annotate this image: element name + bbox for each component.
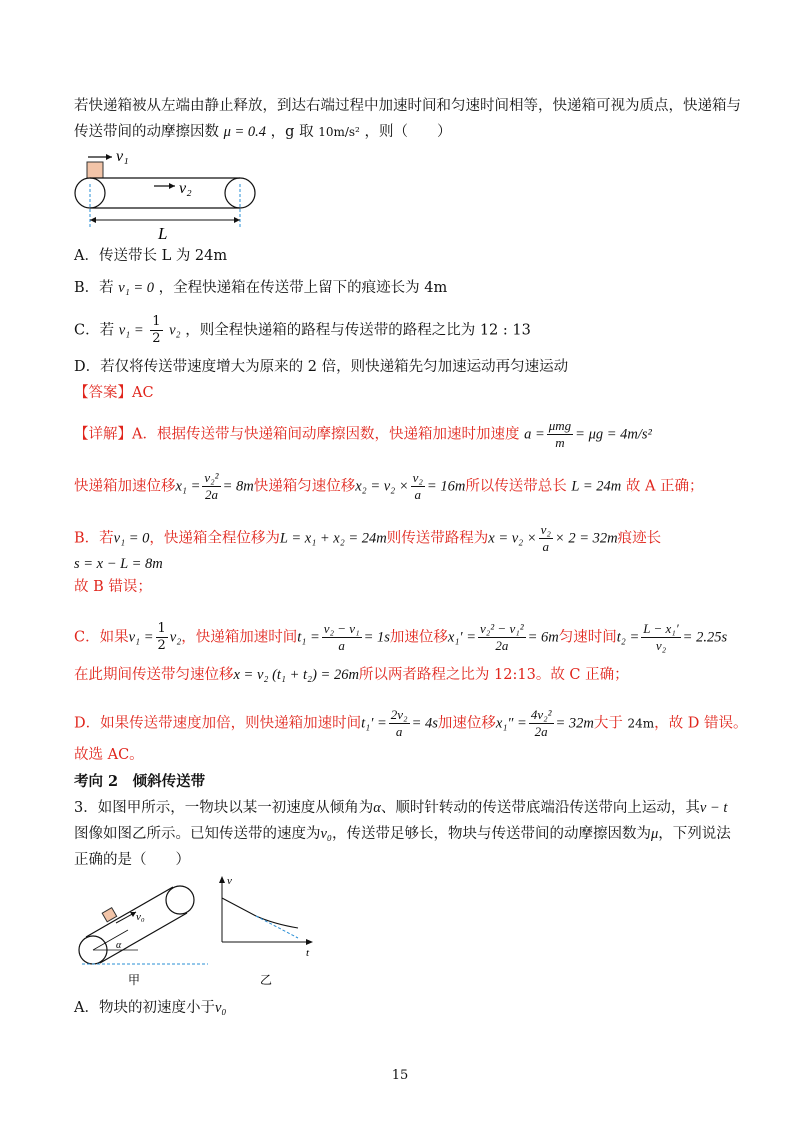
option-B-text: ，全程快递箱在传送带上留下的痕迹长为: [158, 280, 420, 296]
fig-v0-label: v₀: [136, 911, 145, 923]
block: [102, 908, 117, 922]
option-C: [74, 314, 740, 347]
detail-para-2: 快递箱加速位移x₁ = $\frac{\text{v₂²}}{2a}$ = 8m快递箱匀速位移x₂ = v₂ × $\frac{\text{v₂}}{a}$ = 16m所以传送带总长 L = 24m 故 A 正确；: [74, 470, 704, 502]
package-box: [87, 162, 103, 178]
option-C-half: $\frac{1}{2}$: [152, 314, 161, 346]
option-B: [74, 278, 740, 298]
friction-coefficient: μ = 0.4: [223, 124, 267, 140]
horizontal-conveyor-figure: [72, 148, 262, 240]
gravity-value: 10m/s²: [318, 125, 360, 139]
answer: 【答案】AC: [74, 385, 154, 401]
section-heading: 考向 2 倾斜传送带: [74, 773, 206, 790]
option-C-lhs: v₁ =: [118, 322, 144, 339]
fig-jia-label: 甲: [128, 973, 141, 987]
vt-curve: [222, 898, 298, 928]
trace-length: s = x − L = 8m: [74, 556, 163, 572]
option-C-prefix: C．若: [74, 322, 115, 339]
left-roller: [75, 178, 105, 208]
q3-line-2: 图像如图乙所示。已知传送带的速度为v₀，传送带足够长，物块与传送带间的动摩擦因数为μ，下列说法: [74, 826, 731, 842]
vt-graph-figure: [214, 872, 324, 990]
inclined-conveyor-figure: [68, 880, 213, 990]
intro-text: ，则（ ）: [364, 124, 452, 140]
right-roller: [225, 178, 255, 208]
intro-text: 传送带间的动摩擦因数: [74, 124, 219, 140]
fig-yi-label: 乙: [260, 973, 273, 987]
detail-para-3: B．若v₁ = 0，快递箱全程位移为L = x₁ + x₂ = 24m则传送带路程为x = v₂ × $\frac{\text{v₂}}{a}$ × 2 = 32m痕迹长: [74, 522, 662, 554]
option-C-text: ，则全程快递箱的路程与传送带的路程之比为: [185, 322, 476, 339]
page-number: 15: [391, 1068, 409, 1083]
option-B-prefix: B．若: [74, 280, 114, 296]
option-A: A．传送带长 L 为 24m: [74, 248, 228, 264]
option-B-value: 4m: [424, 280, 448, 296]
detail-para-6: C．如果v₁ = $\frac{1}{2}$ v₂，快递箱加速时间t₁ = $\frac{\text{v₂ − v₁}}{a}$ = 1s加速位移x₁′ = $\frac{\text{v₂² − v₁²}}{2a}$ = 6m匀速时间t₂ = $\frac{\text{L − x₁′}}{\text{v₂}}$ = 2.25s: [74, 621, 728, 653]
v2-label: v₂: [179, 180, 192, 197]
axis-t-label: t: [306, 947, 310, 959]
question-intro-line-2: [74, 122, 740, 142]
option-D: D．若仅将传送带速度增大为原来的 2 倍，则快递箱先匀加速运动再匀速运动: [74, 359, 569, 375]
option-B-eq: v₁ = 0: [118, 280, 155, 296]
detail-para-7: 在此期间传送带匀速位移x = v₂ (t₁ + t₂) = 26m所以两者路程之比为 12:13。故 C 正确；: [74, 667, 629, 683]
question-intro-line-1: 若快递箱被从左端由静止释放，到达右端过程中加速时间和匀速时间相等，快递箱可视为质点，快递箱与: [74, 98, 741, 114]
option-C-value: 12 : 13: [479, 322, 531, 339]
q3-line-1: 3．如图甲所示，一物块以某一初速度从倾角为α、顺时针转动的传送带底端沿传送带向上运动，其v − t: [74, 800, 728, 816]
option-C-rhs: v₂: [169, 322, 181, 339]
final-choice: 故选 AC。: [74, 747, 144, 763]
detail-para-8: D．如果传送带速度加倍，则快递箱加速时间t₁′ = $\frac{\text{2v₂}}{a}$ = 4s加速位移x₁″ = $\frac{\text{4v₂²}}{2a}$ = 32m大于 24m，故 D 错误。: [74, 707, 748, 739]
q3-option-A: A．物块的初速度小于v₀: [74, 1000, 227, 1016]
intro-text: ，g 取: [270, 124, 314, 140]
q3-line-3: 正确的是（ ）: [74, 852, 190, 868]
L-label: L: [158, 224, 168, 240]
v1-label: v₁: [116, 148, 129, 165]
detail-B-conclusion: 故 B 错误；: [74, 579, 152, 595]
detail-para-1: 【详解】A．根据传送带与快递箱间动摩擦因数，快递箱加速时加速度 a = $\frac{\text{μmg}}{m}$ = μg = 4m/s²: [74, 418, 652, 450]
fig-alpha-label: α: [116, 940, 122, 951]
axis-v-label: v: [227, 875, 232, 887]
